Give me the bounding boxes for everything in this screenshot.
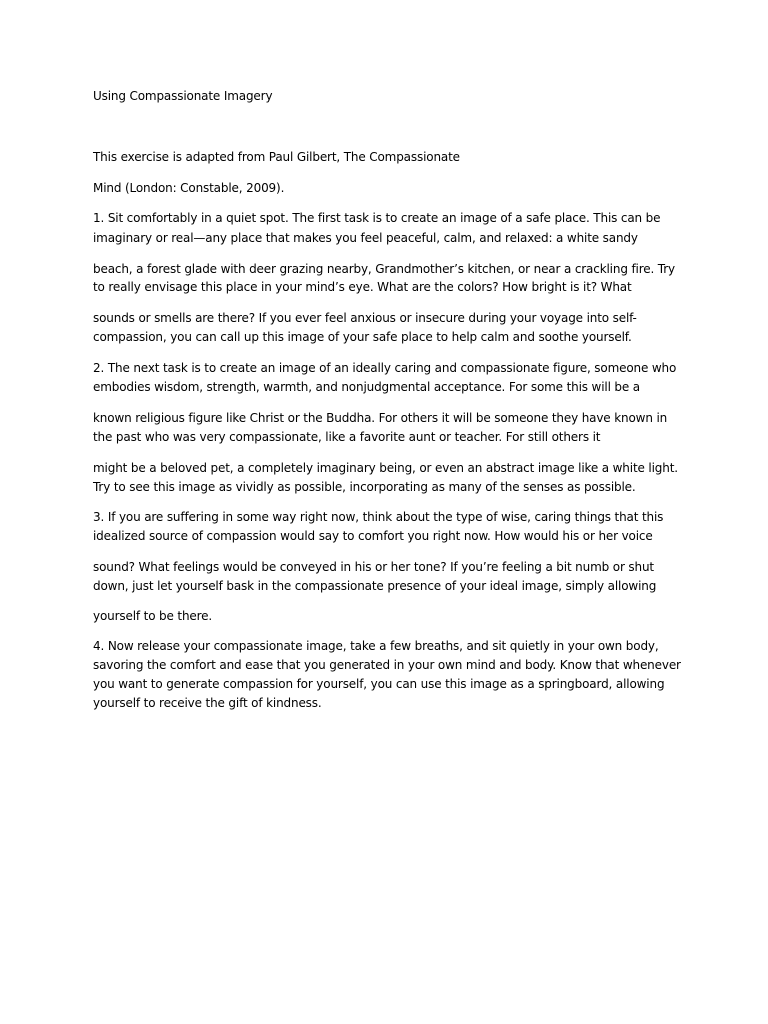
paragraph-1-line: to really envisage this place in your mind’s eye. What are the colors? How bright is it? What bbox=[93, 280, 632, 294]
paragraph-2-line: the past who was very compassionate, like a favorite aunt or teacher. For still others it bbox=[93, 430, 601, 444]
paragraph-4-line: 4. Now release your compassionate image, take a few breaths, and sit quietly in your own body, bbox=[93, 639, 659, 653]
paragraph-4-line: you want to generate compassion for yourself, you can use this image as a springboard, allowing bbox=[93, 677, 665, 691]
intro-line: Mind (London: Constable, 2009). bbox=[93, 181, 285, 195]
paragraph-2-line: Try to see this image as vividly as possible, incorporating as many of the senses as possible. bbox=[93, 480, 636, 494]
document-title: Using Compassionate Imagery bbox=[93, 89, 273, 103]
paragraph-3-line: idealized source of compassion would say to comfort you right now. How would his or her voice bbox=[93, 529, 653, 543]
paragraph-2-line: might be a beloved pet, a completely imaginary being, or even an abstract image like a white light. bbox=[93, 461, 678, 475]
paragraph-2-line: 2. The next task is to create an image of an ideally caring and compassionate figure, someone who bbox=[93, 361, 677, 375]
intro-line: This exercise is adapted from Paul Gilbert, The Compassionate bbox=[93, 150, 460, 164]
paragraph-1-line: sounds or smells are there? If you ever feel anxious or insecure during your voyage into self- bbox=[93, 311, 637, 325]
paragraph-3-line: sound? What feelings would be conveyed in his or her tone? If you’re feeling a bit numb or shut bbox=[93, 560, 654, 574]
paragraph-4-line: savoring the comfort and ease that you generated in your own mind and body. Know that whenever bbox=[93, 658, 681, 672]
paragraph-2-line: known religious figure like Christ or the Buddha. For others it will be someone they have known in bbox=[93, 411, 668, 425]
paragraph-3-line: 3. If you are suffering in some way right now, think about the type of wise, caring things that this bbox=[93, 510, 664, 524]
paragraph-1-line: beach, a forest glade with deer grazing nearby, Grandmother’s kitchen, or near a crackling fire. Try bbox=[93, 262, 675, 276]
paragraph-1-line: imaginary or real—any place that makes you feel peaceful, calm, and relaxed: a white sandy bbox=[93, 231, 638, 245]
paragraph-3-line: down, just let yourself bask in the compassionate presence of your ideal image, simply allowing bbox=[93, 579, 657, 593]
paragraph-1-line: 1. Sit comfortably in a quiet spot. The first task is to create an image of a safe place. This can be bbox=[93, 211, 661, 225]
paragraph-2-line: embodies wisdom, strength, warmth, and nonjudgmental acceptance. For some this will be a bbox=[93, 380, 640, 394]
paragraph-4-line: yourself to receive the gift of kindness. bbox=[93, 696, 322, 710]
paragraph-3-line: yourself to be there. bbox=[93, 609, 213, 623]
paragraph-1-line: compassion, you can call up this image of your safe place to help calm and soothe yourself. bbox=[93, 330, 632, 344]
